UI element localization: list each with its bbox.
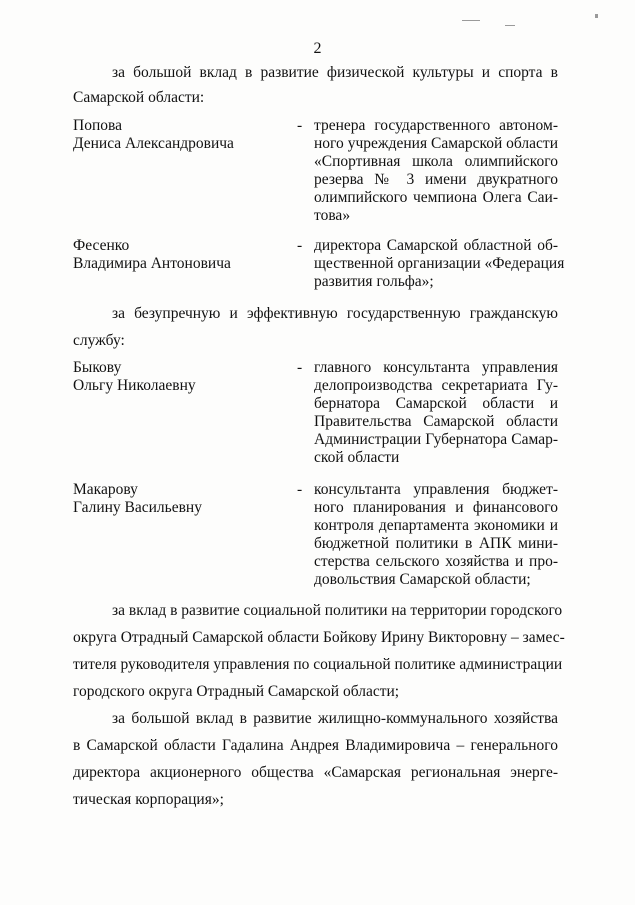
paragraph-line: за вклад в развитие социальной политики на территории городского xyxy=(112,602,563,619)
scan-artifact xyxy=(505,25,515,26)
recipient-given-names: Дениса Александровича xyxy=(73,135,234,152)
position-line: директора Самарской областной об- xyxy=(314,237,558,254)
position-line: резерва № 3 имени двукратного xyxy=(314,171,558,188)
scan-artifact xyxy=(462,20,480,21)
position-line: бернатора Самарской области и xyxy=(314,395,558,412)
paragraph-line: за большой вклад в развитие жилищно-коммунального хозяйства xyxy=(112,710,558,727)
recipient-surname: Фесенко xyxy=(73,237,130,254)
recipient-surname: Попова xyxy=(73,117,122,134)
recipient-given-names: Ольгу Николаевну xyxy=(73,377,196,394)
recipient-given-names: Галину Васильевну xyxy=(73,499,202,516)
intro-service-line-1: за безупречную и эффективную государственную гражданскую xyxy=(112,305,558,322)
position-line: щественной организации «Федерация xyxy=(314,255,565,272)
position-line: консультанта управления бюджет- xyxy=(314,481,558,498)
paragraph-line: округа Отрадный Самарской области Бойкову Ирину Викторовну – замес- xyxy=(73,629,565,646)
recipient-given-names: Владимира Антоновича xyxy=(73,255,231,272)
position-line: развития гольфа»; xyxy=(314,273,434,290)
recipient-surname: Быкову xyxy=(73,359,122,376)
paragraph-line: тителя руководителя управления по социальной политике администрации xyxy=(73,656,563,673)
intro-sport-line-1: за большой вклад в развитие физической культуры и спорта в xyxy=(112,64,558,81)
entry-dash: - xyxy=(297,359,303,376)
position-line: олимпийского чемпиона Олега Саи- xyxy=(314,189,558,206)
position-line: тренера государственного автоном- xyxy=(314,117,558,134)
scan-artifact xyxy=(595,14,598,18)
intro-service-line-2: службу: xyxy=(73,332,125,349)
position-line: Администрации Губернатора Самар- xyxy=(314,431,558,448)
position-line: главного консультанта управления xyxy=(314,359,558,376)
position-line: ного учреждения Самарской области xyxy=(314,135,558,152)
position-line: контроля департамента экономики и xyxy=(314,517,558,534)
entry-dash: - xyxy=(297,481,303,498)
position-line: «Спортивная школа олимпийского xyxy=(314,153,558,170)
paragraph-line: в Самарской области Гадалина Андрея Владимировича – генерального xyxy=(73,737,558,754)
position-line: довольствия Самарской области; xyxy=(314,571,531,588)
paragraph-line: городского округа Отрадный Самарской области; xyxy=(73,683,400,700)
recipient-surname: Макарову xyxy=(73,481,138,498)
paragraph-line: директора акционерного общества «Самарская региональная энерге- xyxy=(73,764,558,781)
intro-sport-line-2: Самарской области: xyxy=(73,89,205,106)
position-line: стерства сельского хозяйства и про- xyxy=(314,553,558,570)
page-number: 2 xyxy=(313,40,322,57)
entry-dash: - xyxy=(297,237,303,254)
position-line: делопроизводства секретариата Гу- xyxy=(314,377,558,394)
entry-dash: - xyxy=(297,117,303,134)
position-line: ской области xyxy=(314,449,400,466)
position-line: бюджетной политики в АПК мини- xyxy=(314,535,558,552)
position-line: Правительства Самарской области xyxy=(314,413,558,430)
position-line: ного планирования и финансового xyxy=(314,499,558,516)
paragraph-line: тическая корпорация»; xyxy=(73,791,224,808)
position-line: това» xyxy=(314,207,351,224)
